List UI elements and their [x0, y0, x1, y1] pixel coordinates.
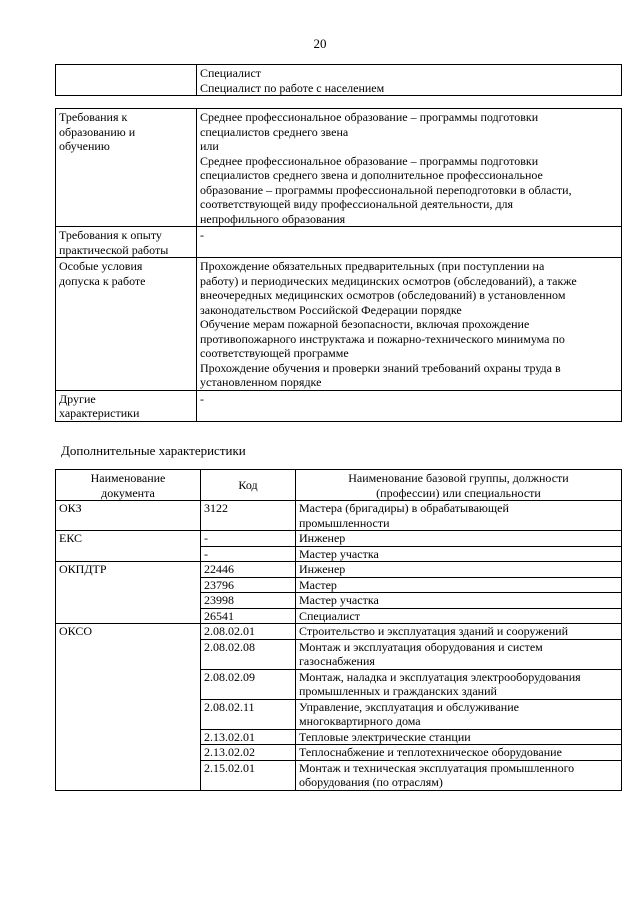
header-document: [56, 470, 201, 501]
header-code: [201, 470, 296, 501]
name-line: промышленности: [299, 515, 390, 530]
requirement-value-line: законодательством Российской Федерации порядке: [200, 302, 462, 317]
code-cell: 22446: [201, 562, 296, 578]
name-cell: [296, 608, 622, 624]
requirement-label-line: Другие: [59, 391, 96, 406]
requirement-value-line: или: [200, 139, 219, 153]
table-header-row: [56, 470, 622, 501]
table-row: [56, 501, 622, 531]
requirement-value-line: непрофильного образования: [200, 211, 346, 226]
name-line: промышленных и гражданских зданий: [299, 684, 497, 698]
requirement-value-line: соответствующей программе: [200, 346, 349, 360]
name-cell: [296, 562, 622, 578]
requirement-value-line: -: [200, 391, 204, 406]
table-row: [56, 562, 622, 578]
requirements-row: [56, 109, 622, 227]
requirement-label: [56, 390, 197, 421]
requirement-value-line: работу) и периодических медицинских осмотров (обследований), а также: [200, 273, 577, 288]
name-line: Монтаж и техническая эксплуатация промышленного: [299, 760, 575, 775]
document-cell: ОКСО: [56, 624, 201, 791]
name-line: Инженер: [299, 562, 346, 576]
page-number: 20: [313, 36, 327, 51]
name-line: Монтаж и эксплуатация оборудования и систем: [299, 639, 543, 654]
requirement-label-line: допуска к работе: [59, 273, 146, 288]
code-cell: 2.15.02.01: [201, 760, 296, 790]
requirement-value-line: специалистов среднего звена: [200, 124, 349, 139]
requirement-value: [197, 109, 622, 227]
requirement-value-line: Среднее профессиональное образование – программы подготовки: [200, 153, 539, 168]
name-line: Мастер: [299, 577, 337, 592]
requirement-label-line: Особые условия: [59, 259, 143, 273]
name-line: газоснабжения: [299, 654, 375, 668]
requirements-row: [56, 258, 622, 391]
requirement-value-line: внеочередных медицинских осмотров (обследований) в установленном: [200, 288, 566, 302]
name-line: оборудования (по отраслям): [299, 775, 443, 789]
code-cell: 2.08.02.08: [201, 639, 296, 669]
requirements-table: [55, 108, 622, 422]
code-cell: 26541: [201, 608, 296, 624]
requirement-value-line: образование – программы профессиональной переподготовки в области,: [200, 182, 572, 197]
requirement-value-line: противопожарного инструктажа и пожарно-технического минимума по: [200, 331, 565, 346]
code-cell: 2.13.02.02: [201, 745, 296, 761]
name-line: Мастер участка: [299, 546, 379, 561]
name-cell: [296, 639, 622, 669]
name-line: Управление, эксплуатация и обслуживание: [299, 699, 519, 714]
name-cell: [296, 501, 622, 531]
requirement-value-line: специалистов среднего звена и дополнительное профессиональное: [200, 168, 543, 182]
table-row: [56, 531, 622, 547]
code-cell: 2.13.02.01: [201, 729, 296, 745]
top-block-line: Специалист по работе с населением: [200, 80, 385, 95]
top-block-value: [197, 65, 622, 96]
header-line: Наименование базовой группы, должности: [348, 471, 569, 485]
name-line: Специалист: [299, 608, 361, 623]
requirement-value-line: Обучение мерам пожарной безопасности, включая прохождение: [200, 317, 530, 331]
additional-characteristics-title: Дополнительные характеристики: [61, 443, 246, 458]
requirement-value: [197, 227, 622, 258]
requirement-value-line: соответствующей виду профессиональной деятельности, для: [200, 197, 514, 211]
top-block-line: Специалист: [200, 66, 262, 80]
name-line: Теплоснабжение и теплотехническое оборудование: [299, 745, 562, 759]
header-name: [296, 470, 622, 501]
name-cell: [296, 577, 622, 593]
requirement-value: [197, 390, 622, 421]
document-cell: ЕКС: [56, 531, 201, 562]
requirement-value-line: Среднее профессиональное образование – программы подготовки: [200, 110, 539, 124]
requirements-row: [56, 227, 622, 258]
name-line: многоквартирного дома: [299, 714, 421, 728]
name-cell: [296, 593, 622, 609]
requirement-label-line: практической работы: [59, 242, 169, 257]
requirement-label: [56, 227, 197, 258]
code-cell: 2.08.02.09: [201, 669, 296, 699]
name-line: Инженер: [299, 531, 346, 545]
requirement-value-line: Прохождение обучения и проверки знаний требований охраны труда в: [200, 360, 561, 375]
name-line: Монтаж, наладка и эксплуатация электрооборудования: [299, 669, 581, 684]
top-block-empty-cell: [56, 65, 197, 96]
document-cell: ОКПДТР: [56, 562, 201, 624]
name-cell: [296, 729, 622, 745]
name-line: Строительство и эксплуатация зданий и сооружений: [299, 624, 568, 638]
requirement-label-line: обучению: [59, 139, 110, 153]
requirement-label: [56, 258, 197, 391]
name-cell: [296, 760, 622, 790]
header-line: Наименование: [90, 471, 166, 485]
table-row: [56, 624, 622, 640]
additional-characteristics-table: [55, 469, 622, 791]
name-line: Мастер участка: [299, 593, 379, 607]
name-cell: [296, 669, 622, 699]
requirements-row: [56, 390, 622, 421]
requirement-label-line: образованию и: [59, 124, 136, 139]
top-block-table: [55, 64, 622, 96]
requirement-value-line: -: [200, 228, 204, 242]
header-line: (профессии) или специальности: [376, 485, 541, 500]
code-cell: 3122: [201, 501, 296, 531]
code-cell: -: [201, 546, 296, 562]
requirement-label-line: характеристики: [59, 406, 140, 420]
name-line: Мастера (бригадиры) в обрабатывающей: [299, 501, 509, 515]
header-line: документа: [101, 485, 155, 500]
name-cell: [296, 745, 622, 761]
name-line: Тепловые электрические станции: [299, 729, 471, 744]
code-cell: 2.08.02.11: [201, 699, 296, 729]
requirement-value-line: Прохождение обязательных предварительных (при поступлении на: [200, 259, 545, 273]
requirement-label: [56, 109, 197, 227]
header-line: Код: [238, 478, 258, 493]
requirement-label-line: Требования к: [59, 110, 128, 124]
code-cell: 23796: [201, 577, 296, 593]
name-cell: [296, 699, 622, 729]
document-cell: ОКЗ: [56, 501, 201, 531]
name-cell: [296, 624, 622, 640]
code-cell: 23998: [201, 593, 296, 609]
requirement-value-line: установленном порядке: [200, 375, 322, 389]
code-cell: 2.08.02.01: [201, 624, 296, 640]
requirement-value: [197, 258, 622, 391]
name-cell: [296, 531, 622, 547]
requirement-label-line: Требования к опыту: [59, 228, 162, 242]
code-cell: -: [201, 531, 296, 547]
name-cell: [296, 546, 622, 562]
